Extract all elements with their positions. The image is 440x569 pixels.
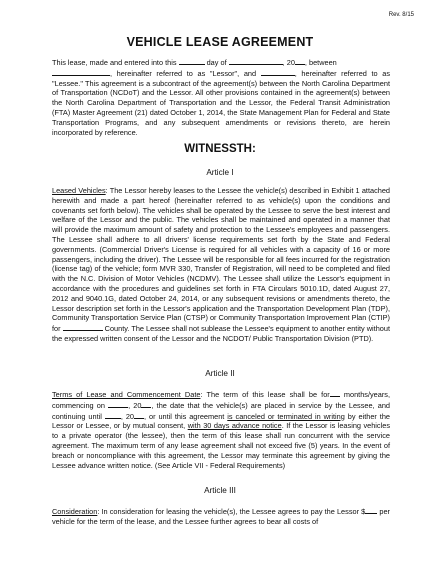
amount-blank <box>365 506 377 514</box>
start-year-blank <box>141 400 151 408</box>
article-2-heading: Article II <box>205 369 235 378</box>
day-blank <box>179 57 205 65</box>
article-2-lead: Terms of Lease and Commencement Date <box>52 390 201 399</box>
term-length-blank <box>330 389 340 397</box>
article-1-heading: Article I <box>206 168 234 177</box>
article-3-heading: Article III <box>204 486 236 495</box>
article-2-paragraph: Terms of Lease and Commencement Date: The term of this lease shall be for months/years, commencing on , 20 , the date that the vehicle(s) are placed in service by the Lessee, and continuing until , 20 , or until this agreement is canceled or terminated in writing by either the Lessor or Lessee, or by mutual consent, with 30 days advance notice. If the Lessor is leasing vehicles to a private operator (the lessee), then the term of this lease shall run concurrent with the service agreement. The maximum term of any lease agreement shall not exceed five (5) years. In the event of breach or noncompliance with this agreement, the Lessor may terminate this agreement by giving the Lessee advance written notice. (See Article VII - Federal Requirements) <box>52 390 391 470</box>
witnesseth-heading: WITNESSTH: <box>184 143 256 155</box>
article-3-lead: Consideration <box>52 507 98 516</box>
county-blank <box>63 323 103 331</box>
month-blank <box>229 57 283 65</box>
start-date-blank <box>108 400 128 408</box>
article-1-lead: Leased Vehicles <box>52 186 106 195</box>
document-title: VEHICLE LEASE AGREEMENT <box>126 35 314 49</box>
revision-label: Rev. 8/15 <box>388 12 414 18</box>
article-1-paragraph: Leased Vehicles: The Lessor hereby leases to the Lessee the vehicle(s) described in Exhibit 1 attached herewith and made a part hereof (hereinafter referred to as vehicle(s) upon the conditions and covenants set forth below). The vehicles shall be operated by the Lessee to serve the best interest and welfare of the Lessor and the public. The vehicles shall be maintained and operated in a manner that will provide the maximum amount of safety and protection to the Lessee's employees and passengers. The Lessee shall adhere to all drivers' license requirements set forth by the State and Federal governments. (Commercial Driver's License is required for all vehicles with a capacity of 16 or more passengers, including the driver). The Lessee will be responsible for all fees incurred for the registration (license tag) of the vehicle; form MVR 330, Transfer of Registration, will need to be completed and filed with the N.C. Division of Motor Vehicles (NCDMV). The Lessee shall utilize the Lessor's equipment in accordance with the procedures and guidelines set forth in FTA Circulars 5010.1D, dated August 27, 2012 and 9040.1G, dated October 24, 2014, or any subsequent revisions or amendments thereto, the Lessor description set forth in the Lessor's application and the Transportation Development Plan (TDP), Community Transportation Service Plan (CTSP) or Community Transportation Improvement Plan (CTIP) for County. The Lessee shall not sublease the Lessee's equipment to another entity without the expressed written consent of the Lessor and the NCDOT/ Public Transportation Division (PTD). <box>52 186 390 343</box>
article-3-paragraph: Consideration: In consideration for leasing the vehicle(s), the Lessee agrees to pay the Lessor $ per vehicle for the term of the lease, and the Lessee further agrees to bear all costs of <box>52 507 391 526</box>
lessee-name-blank <box>261 68 295 76</box>
end-date-blank <box>105 411 121 419</box>
year-blank <box>295 57 305 65</box>
end-year-blank <box>134 411 144 419</box>
lessor-name-blank <box>52 68 110 76</box>
intro-paragraph: This lease, made and entered into this day of , 20 , between , hereinafter referred to as "Lessor", and , hereinafter referred to as "Lessee." This agreement is a subcontract of the agreement(s) between the North Carolina Department of Transportation (NCDoT) and the Lessor. All other provisions contained in the agreement(s) between the North Carolina Department of Transportation and the Lessor, the Federal Transit Administration (FTA) Master Agreement (21) dated October 1, 2014, the State Management Plan for Federal and State Transportation Programs, and any subsequent amendments or revisions thereto, are herein incorporated by reference. <box>52 58 391 137</box>
